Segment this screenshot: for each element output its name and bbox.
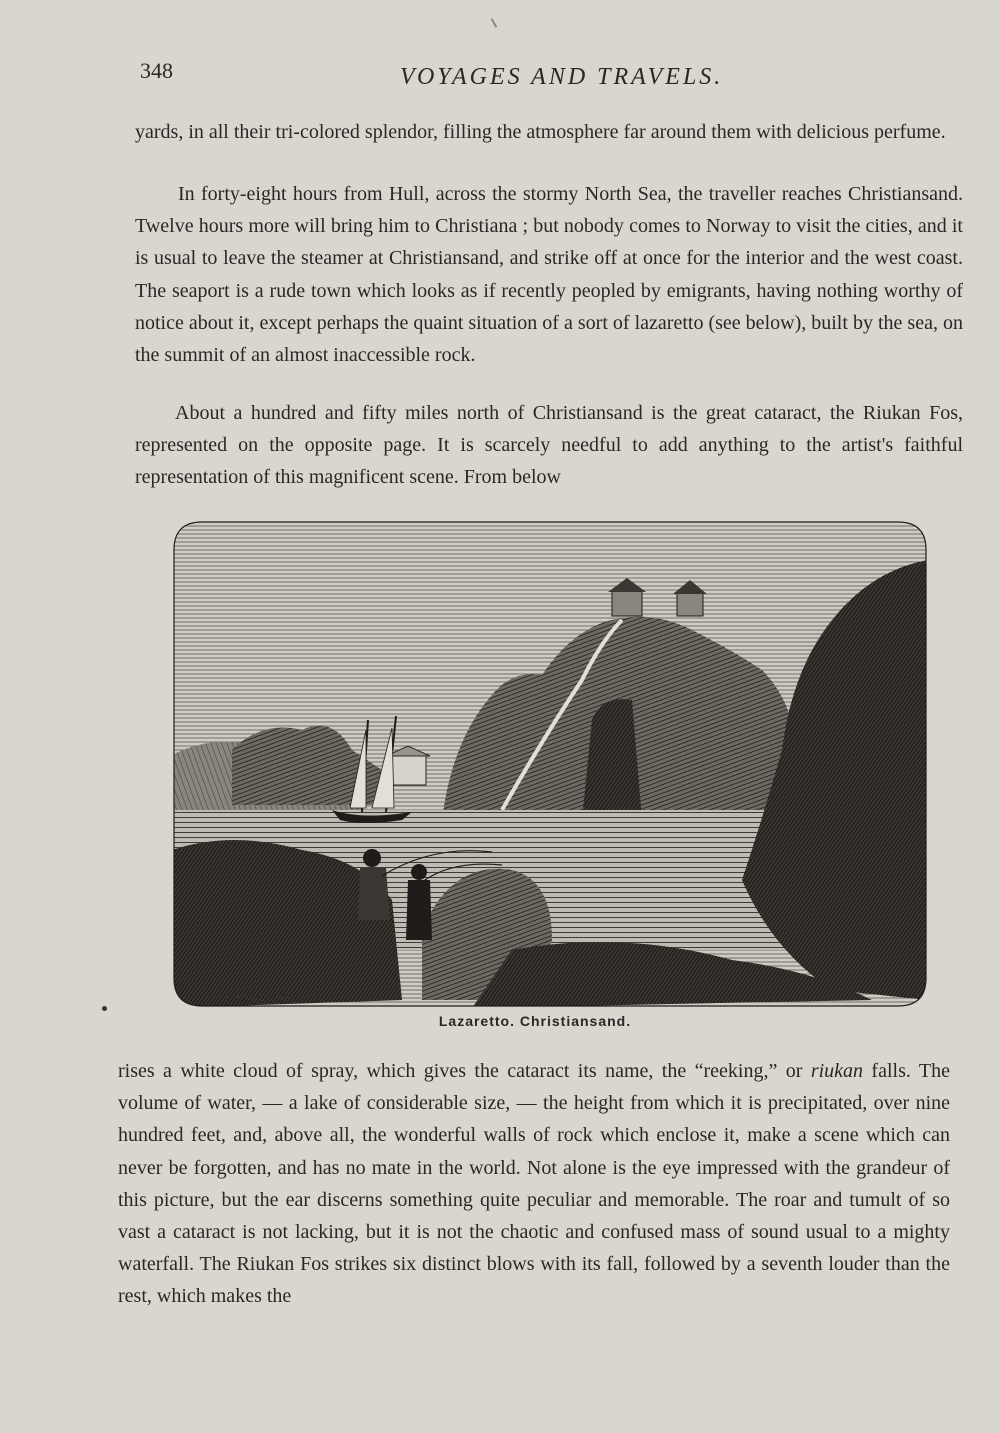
ink-dot — [102, 1006, 107, 1011]
paragraph-2: In forty-eight hours from Hull, across the stormy North Sea, the traveller reaches Christiansand. Twelve hours more will bring him to Christiana ; but nobody comes to Norway to visit the cities, and it is usual to leave the steamer at Christiansand, and strike off at once for the interior and the west coast. The seaport is a rude town which looks as if recently peopled by emigrants, having nothing worthy of notice about it, except perhaps the quaint situation of a sort of lazaretto (see below), built by the sea, on the summit of an almost inaccessible rock. — [135, 183, 963, 367]
italic-riukan: riukan — [810, 1060, 864, 1082]
paragraph-4-end: falls. The volume of water, — a lake of considerable size, — the height from which it is precipitated, over nine hundred feet, and, above all, the wonderful walls of rock which enclose it, make a scene which can never be forgotten, and has no mate in the world. Not alone is the eye impressed with the grandeur of this picture, but the ear discerns something quite peculiar and memorable. The roar and tumult of so vast a cataract is not lacking, but it is not the chaotic and confused mass of sound usual to a mighty waterfall. The Riukan Fos strikes six distinct blows with its fall, followed by a seventh louder than the rest, which makes the — [118, 1060, 950, 1308]
page-number: 348 — [140, 58, 173, 83]
engraving-lazaretto — [172, 520, 928, 1008]
paragraph-4-start: rises a white cloud of spray, which gives the cataract its name, the “reeking,” or — [118, 1060, 811, 1082]
paragraph-4 — [118, 1055, 950, 1313]
figure-caption: Lazaretto. Christiansand. — [438, 1013, 632, 1029]
engraving-image — [172, 520, 928, 1008]
paragraph-1: yards, in all their tri-colored splendor, filling the atmosphere far around them with delicious perfume. — [135, 121, 946, 143]
paper-mark — [491, 18, 498, 28]
running-head: VOYAGES AND TRAVELS. — [400, 64, 724, 90]
engraver-signature: G.GAUCHARD. — [226, 994, 294, 1003]
page-header — [140, 58, 970, 98]
paragraph-3: About a hundred and fifty miles north of Christiansand is the great cataract, the Riukan Fos, represented on the opposite page. It is scarcely needful to add anything to the artist's faithful representation of this magnificent scene. From below — [135, 402, 963, 489]
